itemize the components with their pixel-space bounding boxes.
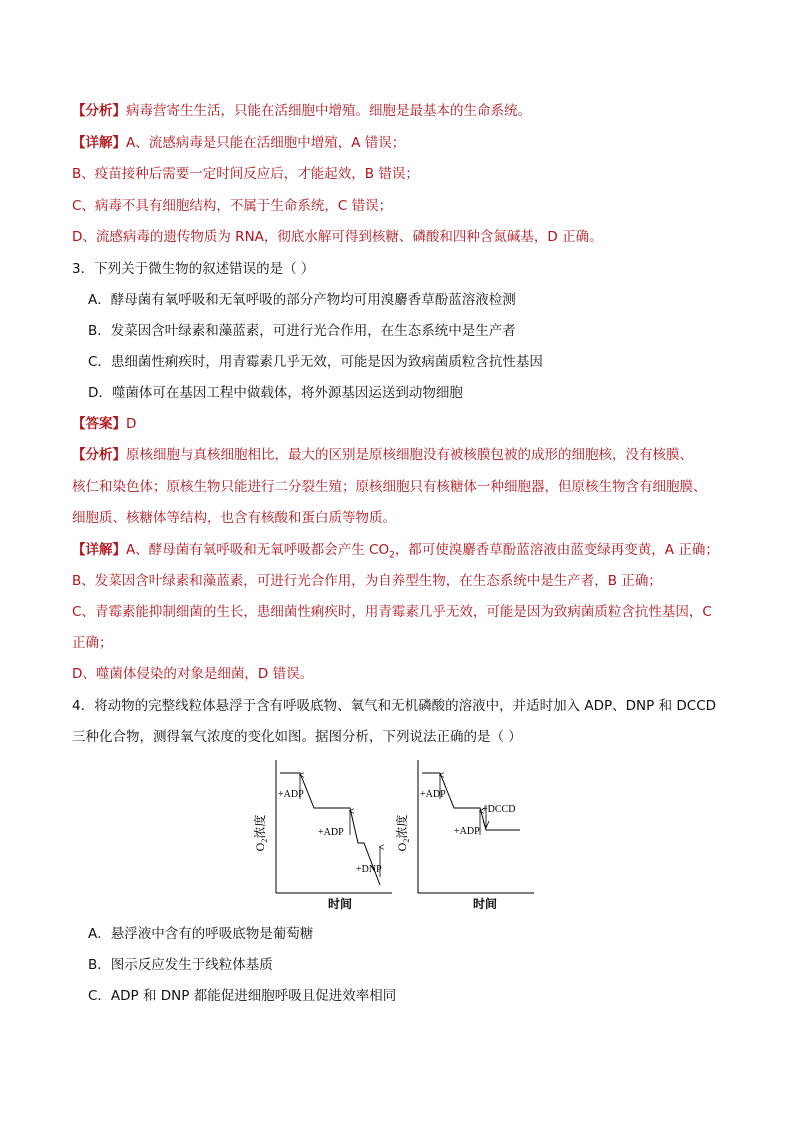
right-xlabel: 时间 [472, 897, 498, 911]
right-label-adp2: +ADP [454, 826, 480, 837]
q3-option-d: D．噬菌体可在基因工程中做载体，将外源基因运送到动物细胞 [88, 385, 463, 401]
co2-subscript: 2 [389, 550, 395, 561]
right-ylabel: $O_2$浓度 [395, 814, 411, 852]
right-label-adp1: +ADP [420, 789, 446, 800]
q3-option-a: A．酵母菌有氧呼吸和无氧呼吸的部分产物均可用溴麝香草酚蓝溶液检测 [88, 292, 516, 308]
detail-a-post: ，都可使溴麝香草酚蓝溶液由蓝变绿再变黄，A 正确； [394, 542, 719, 558]
analysis-text: 原核细胞与真核细胞相比，最大的区别是原核细胞没有被核膜包被的成形的细胞核，没有核膜、 [126, 447, 693, 463]
left-ylabel: $O_2$浓度 [253, 814, 269, 852]
detail-tag: 【详解】 [72, 135, 126, 151]
detail-tag: 【详解】 [72, 542, 126, 558]
q4-stem-line1: 4．将动物的完整线粒体悬浮于含有呼吸底物、氧气和无机磷酸的溶液中，并适时加入 ADP、DNP 和 DCCD [72, 698, 717, 714]
q3-option-c: C．患细菌性痢疾时，用青霉素几乎无效，可能是因为致病菌质粒含抗性基因 [88, 354, 543, 370]
q4-option-a: A．悬浮液中含有的呼吸底物是葡萄糖 [88, 926, 314, 942]
q3-detail-a [72, 540, 719, 560]
q4-option-c: C．ADP 和 DNP 都能促进细胞呼吸且促进效率相同 [88, 988, 397, 1004]
q3-stem: 3．下列关于微生物的叙述错误的是（ ） [72, 261, 315, 277]
q4-stem-line2: 三种化合物，测得氧气浓度的变化如图。据图分析，下列说法正确的是（ ） [72, 729, 522, 745]
q2-detail-a [72, 133, 405, 153]
oxygen-concentration-figure [253, 755, 538, 919]
q3-answer [72, 414, 136, 434]
q2-detail-d: D、流感病毒的遗传物质为 RNA，彻底水解可得到核糖、磷酸和四种含氮碱基，D 正确。 [72, 229, 603, 245]
oxygen-figure-svg [253, 755, 538, 915]
q2-analysis [72, 101, 531, 121]
q3-analysis-line2: 核仁和染色体；原核生物只能进行二分裂生殖；原核细胞只有核糖体一种细胞器，但原核生物含有细胞膜、 [72, 479, 707, 495]
answer-tag: 【答案】 [72, 416, 126, 432]
analysis-tag: 【分析】 [72, 103, 126, 119]
q3-detail-b: B、发菜因含叶绿素和藻蓝素，可进行光合作用，为自养型生物，在生态系统中是生产者，B 正确； [72, 573, 662, 589]
q4-option-b: B．图示反应发生于线粒体基质 [88, 957, 273, 973]
left-label-dnp: +DNP [356, 864, 382, 875]
q3-analysis-line3: 细胞质、核糖体等结构，也含有核酸和蛋白质等物质。 [72, 510, 396, 526]
q3-analysis-line1 [72, 445, 693, 465]
right-o2-curve [422, 773, 520, 830]
detail-text: A、流感病毒是只能在活细胞中增殖，A 错误； [126, 135, 406, 151]
q3-option-b: B．发菜因含叶绿素和藻蓝素，可进行光合作用，在生态系统中是生产者 [88, 323, 516, 339]
q2-detail-c: C、病毒不具有细胞结构，不属于生命系统，C 错误； [72, 198, 393, 214]
right-label-dccd: +DCCD [482, 804, 516, 815]
q3-detail-c-line1: C、青霉素能抑制细菌的生长，患细菌性痢疾时，用青霉素几乎无效，可能是因为致病菌质粒含抗性基因，C [72, 604, 712, 620]
detail-a-pre: A、酵母菌有氧呼吸和无氧呼吸都会产生 CO [126, 542, 390, 558]
left-label-adp1: +ADP [278, 789, 304, 800]
q2-detail-b: B、疫苗接种后需要一定时间反应后，才能起效，B 错误； [72, 166, 419, 182]
analysis-text: 病毒营寄生生活，只能在活细胞中增殖。细胞是最基本的生命系统。 [126, 103, 531, 119]
left-label-adp2: +ADP [318, 827, 344, 838]
analysis-tag: 【分析】 [72, 447, 126, 463]
answer-text: D [126, 416, 137, 432]
q3-detail-d: D、噬菌体侵染的对象是细菌，D 错误。 [72, 666, 314, 682]
q3-detail-c-line2: 正确； [72, 635, 113, 651]
left-xlabel: 时间 [327, 897, 353, 911]
